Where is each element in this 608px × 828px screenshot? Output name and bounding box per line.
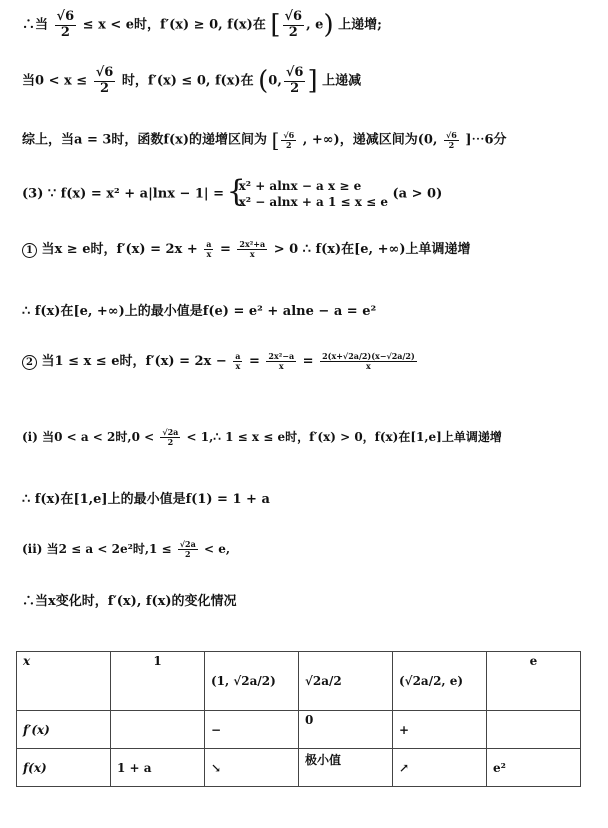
frac-num: √6 xyxy=(284,9,303,25)
table-cell: ↗ xyxy=(393,749,487,787)
text: < e, xyxy=(204,542,231,556)
text: = xyxy=(302,354,314,369)
table-row xyxy=(17,652,581,711)
frac-den: x xyxy=(249,249,255,259)
frac-den: 2 xyxy=(448,139,455,150)
frac-num: 2x²+a xyxy=(239,239,266,250)
table-cell: 0 xyxy=(299,711,393,749)
text: (a > 0) xyxy=(392,186,443,202)
line-7 xyxy=(22,350,419,371)
frac-num: 2(x+√2a/2)(x−√2a/2) xyxy=(322,351,415,362)
line-8 xyxy=(22,428,502,447)
circled-number: 1 xyxy=(22,243,37,258)
frac-num: √6 xyxy=(285,65,304,81)
table-cell: ↘ xyxy=(205,749,299,787)
table-cell: √2a/2 xyxy=(299,652,393,711)
text: 当0 < x ≤ xyxy=(22,73,88,89)
frac-den: x xyxy=(366,361,371,371)
text: (i) 当0 < a < 2时,0 < xyxy=(22,430,155,444)
text: 上递增; xyxy=(338,17,382,33)
case-2: x² − alnx + a 1 ≤ x ≤ e xyxy=(238,195,388,209)
circled-number: 2 xyxy=(22,355,37,370)
frac-num: 2x²−a xyxy=(268,351,295,362)
frac-den: 2 xyxy=(185,549,191,559)
line-1: ∴当 $\frac{√6}{2}$ ≤ x < e时，f′(x) ≥ 0, f(x)在 [ $\frac{√6}{2}$ , e) 上递增; xyxy=(22,9,382,40)
text: ∴ f(x)在[1,e]上的最小值是f(1) = 1 + a xyxy=(22,492,270,507)
line-3: 综上，当a = 3时，函数f(x)的递增区间为 [ $\frac{√6}{2}$ , +∞)，递减区间为(0, $\frac{√6}{2}$ ]⋯6分 xyxy=(22,128,507,152)
text: ∴当x变化时，f′(x), f(x)的变化情况 xyxy=(22,594,237,609)
text: ∴ f(x)在[e, +∞)上的最小值是f(e) = e² + alne − a = e² xyxy=(22,304,377,319)
line-4 xyxy=(22,178,442,210)
table-cell: e xyxy=(487,652,581,711)
frac-num: √2a xyxy=(179,539,196,550)
table-cell: 1 + a xyxy=(111,749,205,787)
frac-num: √6 xyxy=(445,129,457,140)
table-cell: 1 xyxy=(111,652,205,711)
text: ≤ x < e时，f′(x) ≥ 0, f(x)在 xyxy=(82,17,266,33)
frac-den: 2 xyxy=(167,437,174,447)
table-cell: − xyxy=(205,711,299,749)
frac-num: a xyxy=(206,239,212,250)
table-cell: f(x) xyxy=(17,749,111,787)
text: (3) ∵ f(x) = x² + a|lnx − 1| = xyxy=(22,186,225,202)
text: 上递减 xyxy=(322,73,362,89)
text: , +∞)，递减区间为(0, xyxy=(302,132,438,148)
text: > 0 ∴ f(x)在[e, +∞)上单调递增 xyxy=(273,242,471,257)
line-6 xyxy=(22,300,376,319)
text: , e xyxy=(306,17,324,33)
table-cell: e² xyxy=(487,749,581,787)
frac-den: 2 xyxy=(99,80,110,96)
text: < 1,∴ 1 ≤ x ≤ e时，f′(x) > 0，f(x)在[1,e]上单调递增 xyxy=(186,430,502,444)
frac-den: 2 xyxy=(288,24,298,40)
frac-num: a xyxy=(235,351,241,362)
frac-num: √6 xyxy=(56,9,75,25)
line-2: 当0 < x ≤ $\frac{√6}{2}$ 时，f′(x) ≤ 0, f(x)在 (0, $\frac{√6}{2}$ ] 上递减 xyxy=(22,65,362,96)
text: = xyxy=(219,242,231,257)
line-5 xyxy=(22,238,470,259)
frac-den: x xyxy=(206,249,212,259)
text: 0, xyxy=(268,73,282,89)
text: 当1 ≤ x ≤ e时，f′(x) = 2x − xyxy=(41,354,227,369)
frac-den: x xyxy=(278,361,284,371)
text: = xyxy=(248,354,260,369)
table-cell: f′(x) xyxy=(17,711,111,749)
text: 综上，当a = 3时，函数f(x)的递增区间为 xyxy=(22,132,268,148)
frac-num: √2a xyxy=(162,427,179,438)
text: 时，f′(x) ≤ 0, f(x)在 xyxy=(121,73,254,89)
table-cell xyxy=(487,711,581,749)
frac-den: 2 xyxy=(60,24,70,40)
variation-table xyxy=(16,651,581,787)
line-10 xyxy=(22,540,230,559)
table-cell: (√2a/2, e) xyxy=(393,652,487,711)
frac-den: 2 xyxy=(286,139,292,150)
frac-den: x xyxy=(235,361,241,371)
frac-den: 2 xyxy=(290,80,300,96)
table-cell: x xyxy=(17,652,111,711)
piecewise-cases xyxy=(229,178,388,210)
case-1: { x² + alnx − a x ≥ e xyxy=(238,179,362,193)
table-cell xyxy=(111,711,205,749)
text: ∴当 xyxy=(22,17,49,33)
text: (ii) 当2 ≤ a < 2e²时,1 ≤ xyxy=(22,542,172,556)
text: ]⋯6分 xyxy=(465,132,507,148)
frac-num: √6 xyxy=(95,65,114,81)
table-row xyxy=(17,749,581,787)
text: 当x ≥ e时，f′(x) = 2x + xyxy=(41,242,198,257)
line-9 xyxy=(22,488,270,507)
table-row xyxy=(17,711,581,749)
frac-num: √6 xyxy=(283,129,295,140)
table-cell: + xyxy=(393,711,487,749)
table-cell: 极小值 xyxy=(299,749,393,787)
table-cell: (1, √2a/2) xyxy=(205,652,299,711)
line-11 xyxy=(22,590,237,609)
